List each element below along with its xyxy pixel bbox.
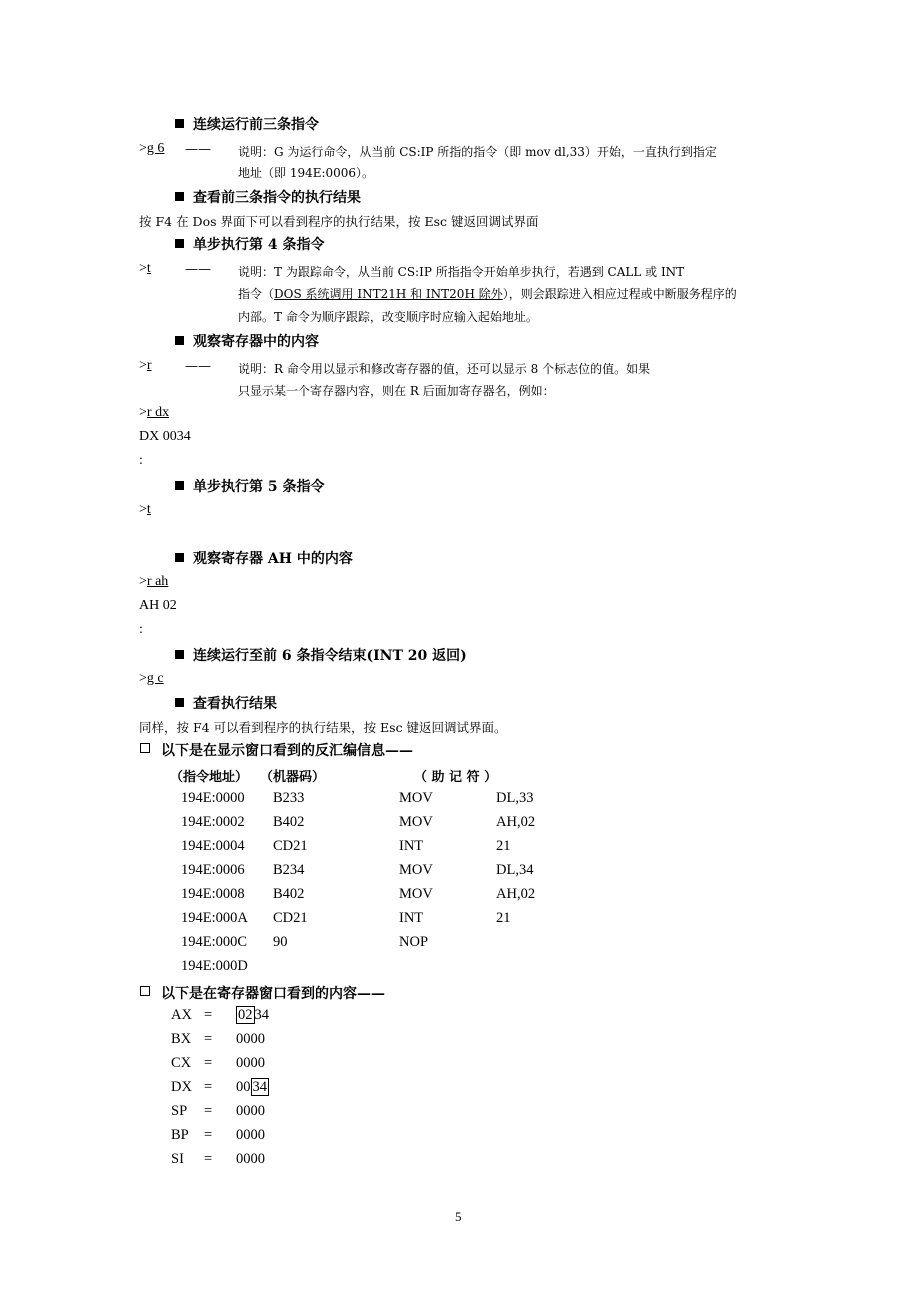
- disasm-mnemonic: MOV: [399, 814, 433, 830]
- section-heading: 连续运行前三条指令: [193, 117, 319, 133]
- disasm-mnemonic: INT: [399, 910, 424, 926]
- disasm-mnemonic: INT: [399, 838, 424, 854]
- register-name: BP: [171, 1127, 189, 1143]
- dash: ——: [185, 262, 211, 277]
- bullet-square-icon: [175, 698, 184, 707]
- register-name: SI: [171, 1151, 184, 1167]
- command-text: r dx: [146, 405, 170, 420]
- dash: ——: [185, 359, 211, 374]
- section-heading: 单步执行第 5 条指令: [193, 479, 325, 495]
- disasm-machine-code: B234: [273, 862, 305, 878]
- equals-sign: =: [204, 1055, 213, 1071]
- note-line: 地址（即 194E:0006）。: [238, 166, 375, 180]
- disasm-mnemonic: MOV: [399, 790, 433, 806]
- disasm-header-mnemonic: （ 助 记 符 ）: [414, 770, 498, 785]
- register-name: BX: [171, 1031, 192, 1047]
- register-value: 02 34: [238, 1007, 269, 1023]
- disasm-mnemonic: MOV: [399, 886, 433, 902]
- bullet-square-icon: [175, 336, 184, 345]
- register-value: 0000: [236, 1151, 265, 1167]
- register-value: 0000: [236, 1127, 265, 1143]
- disasm-header-code: （机器码）: [260, 770, 326, 785]
- command-output: DX 0034: [139, 429, 191, 444]
- checkbox-square-icon: [140, 986, 150, 996]
- dash: ——: [185, 142, 211, 157]
- register-value: 0000: [236, 1055, 265, 1071]
- disasm-machine-code: CD21: [273, 910, 308, 926]
- section-heading: 连续运行至前 6 条指令结束(INT 20 返回): [193, 648, 467, 664]
- disasm-address: 194E:000A: [181, 910, 248, 926]
- bullet-square-icon: [175, 239, 184, 248]
- register-value: 0000: [236, 1103, 265, 1119]
- section-heading: 观察寄存器中的内容: [193, 334, 319, 350]
- command-text: t: [146, 261, 151, 276]
- command-line: >r dx: [139, 405, 170, 420]
- register-value: 0000: [236, 1031, 265, 1047]
- disasm-address: 194E:0004: [181, 838, 245, 854]
- bullet-square-icon: [175, 481, 184, 490]
- disasm-operand: 21: [496, 910, 511, 926]
- bullet-square-icon: [175, 119, 184, 128]
- disasm-operand: AH,02: [496, 886, 536, 902]
- regs-title: 以下是在寄存器窗口看到的内容——: [161, 986, 385, 1002]
- disasm-operand: DL,34: [496, 862, 534, 878]
- disasm-address: 194E:000C: [181, 934, 248, 950]
- register-name: SP: [171, 1103, 188, 1119]
- bullet-square-icon: [175, 650, 184, 659]
- register-value: 00 34: [236, 1079, 267, 1095]
- section-heading: 单步执行第 4 条指令: [193, 237, 325, 253]
- command-text: g c: [146, 671, 164, 686]
- command-line: >r ah: [139, 574, 169, 589]
- register-name: CX: [171, 1055, 192, 1071]
- note-line: 内部。T 命令为顺序跟踪，改变顺序时应输入起始地址。: [238, 310, 538, 324]
- disasm-mnemonic: MOV: [399, 862, 433, 878]
- command-text: r ah: [146, 574, 169, 589]
- command-line: >g c: [139, 671, 164, 686]
- bullet-square-icon: [175, 553, 184, 562]
- command-text: g 6: [146, 141, 165, 156]
- disasm-machine-code: CD21: [273, 838, 308, 854]
- disasm-machine-code: B402: [273, 814, 305, 830]
- section-heading: 观察寄存器 AH 中的内容: [193, 551, 353, 567]
- disasm-title: 以下是在显示窗口看到的反汇编信息——: [161, 743, 413, 759]
- bullet-square-icon: [175, 192, 184, 201]
- disasm-operand: DL,33: [496, 790, 534, 806]
- disasm-address: 194E:0006: [181, 862, 245, 878]
- command-text: r: [146, 358, 152, 373]
- body-text: 按 F4 在 Dos 界面下可以看到程序的执行结果，按 Esc 键返回调试界面: [139, 214, 539, 229]
- command-line: >g 6: [139, 141, 165, 156]
- command-line: >r: [139, 358, 152, 373]
- command-text: t: [146, 502, 151, 517]
- equals-sign: =: [204, 1031, 213, 1047]
- note-line: 说明：R 命令用以显示和修改寄存器的值，还可以显示 8 个标志位的值。如果: [238, 362, 651, 376]
- register-name: DX: [171, 1079, 192, 1095]
- section-heading: 查看前三条指令的执行结果: [193, 190, 361, 206]
- note-line: 说明：T 为跟踪命令，从当前 CS:IP 所指指令开始单步执行，若遇到 CALL 或 INT: [238, 265, 685, 279]
- equals-sign: =: [204, 1151, 213, 1167]
- equals-sign: =: [204, 1079, 213, 1095]
- note-line: 指令（DOS 系统调用 INT21H 和 INT20H 除外），则会跟踪进入相应过程或中断服务程序的: [238, 287, 737, 301]
- disasm-address: 194E:0008: [181, 886, 245, 902]
- highlighted-digits: 34: [252, 1079, 267, 1095]
- command-output: AH 02: [139, 598, 177, 613]
- checkbox-square-icon: [140, 743, 150, 753]
- disasm-address: 194E:000D: [181, 958, 248, 974]
- prompt-colon: :: [139, 453, 143, 468]
- disasm-machine-code: 90: [273, 934, 288, 950]
- body-text: 同样，按 F4 可以看到程序的执行结果，按 Esc 键返回调试界面。: [139, 720, 507, 735]
- disasm-operand: 21: [496, 838, 511, 854]
- disasm-machine-code: B402: [273, 886, 305, 902]
- disasm-address: 194E:0002: [181, 814, 245, 830]
- equals-sign: =: [204, 1127, 213, 1143]
- equals-sign: =: [204, 1103, 213, 1119]
- register-name: AX: [171, 1007, 192, 1023]
- equals-sign: =: [204, 1007, 213, 1023]
- disasm-operand: AH,02: [496, 814, 536, 830]
- prompt-colon: :: [139, 622, 143, 637]
- note-line: 只显示某一个寄存器内容，则在 R 后面加寄存器名，例如：: [238, 384, 555, 398]
- page-number: 5: [455, 1209, 462, 1224]
- command-line: >t: [139, 261, 151, 276]
- command-line: >t: [139, 502, 151, 517]
- disasm-mnemonic: NOP: [399, 934, 429, 950]
- highlighted-digits: 02: [238, 1007, 253, 1023]
- disasm-address: 194E:0000: [181, 790, 245, 806]
- section-heading: 查看执行结果: [193, 696, 277, 712]
- disasm-machine-code: B233: [273, 790, 305, 806]
- disasm-header-address: （指令地址）: [170, 770, 249, 785]
- note-line: 说明：G 为运行命令，从当前 CS:IP 所指的指令（即 mov dl,33）开始，一直执行到指定: [238, 145, 717, 159]
